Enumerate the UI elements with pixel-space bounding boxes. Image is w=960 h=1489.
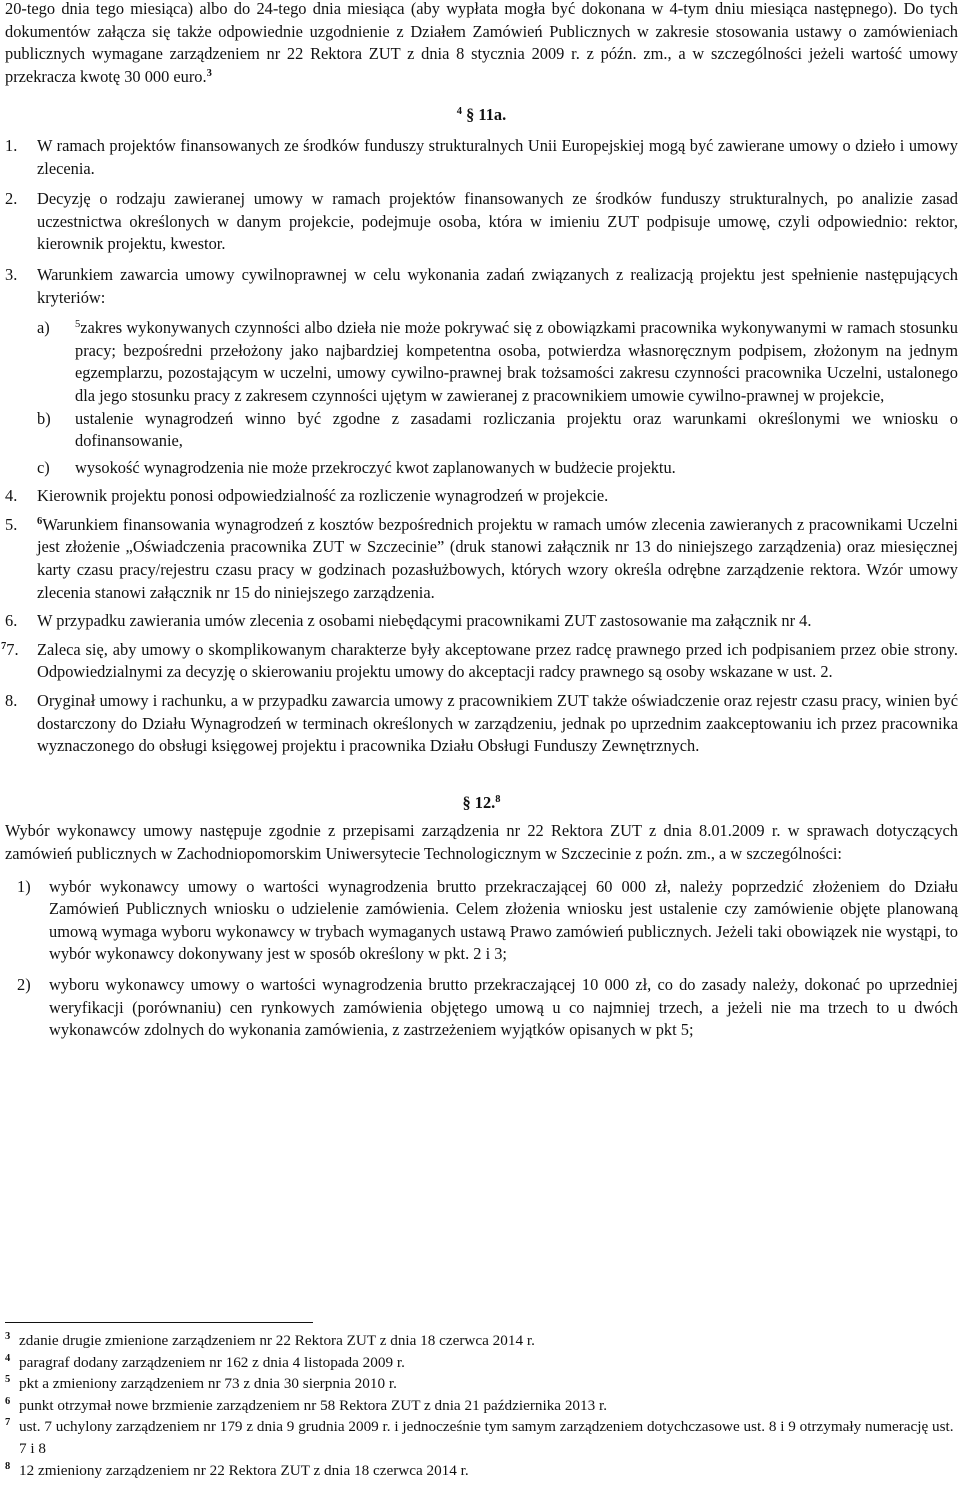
footnote-separator (5, 1322, 313, 1323)
footnote-mark: 7 (5, 1417, 11, 1429)
footnote (5, 1352, 958, 1374)
footnote-text: 12 zmieniony zarządzeniem nr 22 Rektora ZUT z dnia 18 czerwca 2014 r. (19, 1461, 469, 1479)
list-item (5, 485, 958, 508)
item-number: 3. (5, 264, 18, 284)
footnote-text: zdanie drugie zmienione zarządzeniem nr 22 Rektora ZUT z dnia 18 czerwca 2014 r. (19, 1332, 535, 1349)
section-title: § 12. (462, 792, 496, 812)
item-number: 1. (5, 135, 18, 155)
item-number: 8. (5, 691, 18, 711)
footnote-mark: 6 (5, 1395, 11, 1407)
document-page (1, 0, 958, 1042)
list-item (5, 135, 958, 180)
footnote-mark: 5 (5, 1374, 11, 1386)
list-item (5, 690, 958, 758)
item-text: W ramach projektów finansowanych ze środków funduszy strukturalnych Unii Europejskiej mogą być zawierane umowy o dzieło i umowy zlecenia. (37, 135, 958, 178)
item-text: Oryginał umowy i rachunku, a w przypadku zawarcia umowy z pracownikiem ZUT także oświadczenie oraz rejestr czasu pracy, winien być dostarczony do Działu Wynagrodzeń w terminach określonych w zarządzeniu, jednak po uprzednim zaakceptowaniu ich przez pracownika wyznaczonego do obsługi księgowej projektu i pracownika Działu Obsługi Funduszy Zewnętrznych. (37, 691, 958, 756)
sub-list (5, 317, 958, 479)
item-text: Warunkiem zawarcia umowy cywilnoprawnej w celu wykonania zadań związanych z realizacją projektu jest spełnienie następujących kryteriów: (37, 264, 958, 307)
item-number: 6. (5, 611, 18, 631)
section-12-intro: Wybór wykonawcy umowy następuje zgodnie z przepisami zarządzenia nr 22 Rektora ZUT z dnia 8.01.2009 r. w sprawach dotyczących zamówień publicznych w Zachodniopomorskim Uniwersytecie Technologicznym w Szczecinie z poźn. zm., a w szczególności: (5, 821, 958, 863)
intro-paragraph (5, 0, 958, 88)
section-title: § 11a. (466, 105, 507, 125)
item-letter: c) (37, 457, 50, 477)
footnote (5, 1373, 958, 1395)
footnote (5, 1416, 958, 1459)
item-number: 4. (5, 486, 18, 506)
footnote-text: ust. 7 uchylony zarządzeniem nr 179 z dnia 9 grudnia 2009 r. i jednocześnie tym samym zarządzeniem dotychczasowe ust. 8 i 9 otrzymały numerację ust. 7 i 8 (19, 1418, 954, 1457)
footnote-text: punkt otrzymał nowe brzmienie zarządzeniem nr 58 Rektora ZUT z dnia 21 października 2013 r. (19, 1396, 608, 1414)
list-item (1, 639, 958, 684)
intro-text: 20-tego dnia tego miesiąca) albo do 24-tego dnia miesiąca (aby wypłata mogła być dokonana w 4-tym dniu miesiąca następnego). Do tych dokumentów załącza się także odpowiednie uzgodnienie z Działem Zamówień Publicznych w zakresie stosowania ustawy o zamówieniach publicznych wymagane zarządzeniem nr 22 Rektora ZUT z dnia 8 stycznia 2009 r. z późn. zm., a w szczególności jeżeli wartość umowy przekracza kwotę 30 000 euro. (5, 0, 958, 86)
item-number: 2) (17, 974, 31, 994)
footnote-ref: 5 (75, 319, 81, 331)
sub-list-item (37, 317, 958, 407)
sub-list-item (37, 408, 958, 453)
footnote-mark: 3 (5, 1331, 11, 1342)
footnote-ref: 3 (206, 67, 212, 79)
footnote-ref: 4 (456, 106, 463, 118)
item-text: ustalenie wynagrodzeń winno być zgodne z zasadami rozliczania projektu oraz warunkami określonymi we wniosku o dofinansowanie, (75, 408, 958, 451)
item-text: wysokość wynagrodzenia nie może przekroczyć kwot zaplanowanych w budżecie projektu. (75, 457, 676, 477)
footnote-text: pkt a zmieniony zarządzeniem nr 73 z dnia 30 sierpnia 2010 r. (19, 1375, 397, 1393)
section-11a-heading (5, 104, 958, 127)
item-text: Decyzję o rodzaju zawieranej umowy w ramach projektów finansowanych ze środków funduszy strukturalnych, po analizie zasad uczestnictwa określonych w danym projekcie, podejmuje osoba, która w imieniu ZUT podpisuje umowę, czyli odpowiednio: rektor, kierownik projektu, kwestor. (37, 189, 958, 254)
list-item (5, 264, 958, 309)
item-text: $^5$zakres wykonywanych czynności albo dzieła nie może pokrywać się z obowiązkami pracownika wykonywanymi w ramach stosunku pracy; bezpośredni przełożony jako najbardziej kompetentna osoba, potwierdza własnoręcznym podpisem, złożonym na jednym egzemplarzu, pozostającym w uczelni, umowy cywilno-prawnej brak tożsamości zakresu czynności pracownika Uczelni, ustalonego dla jego stosunku pracy z zakresem czynności ujętym w zawieranej z pracownikiem umowie cywilno-prawnej w projekcie, (75, 318, 958, 405)
footnote-ref: 7 (1, 640, 7, 652)
section-12-list (5, 876, 958, 1042)
footnote (5, 1395, 958, 1417)
item-text: W przypadku zawierania umów zlecenia z osobami niebędącymi pracownikami ZUT zastosowanie ma załącznik nr 4. (37, 611, 812, 631)
footnote (5, 1330, 958, 1352)
item-text: $^6$Warunkiem finansowania wynagrodzeń z kosztów bezpośrednich projektu w ramach umów zlecenia zawieranych z pracownikami Uczelni jest złożenie „Oświadczenia pracownika ZUT w Szczecinie” (druk stanowi załącznik nr 13 do niniejszego zarządzenia) oraz miesięcznej karty czasu pracy/rejestru czasu pracy w godzinach pozasłużbowych, których wzory określa odrębne zarządzenie rektora. Wzór umowy zlecenia stanowi załącznik nr 15 do niniejszego zarządzenia. (37, 514, 958, 602)
footnote-ref: 6 (37, 515, 43, 527)
item-text: wybór wykonawcy umowy o wartości wynagrodzenia brutto przekraczającej 60 000 zł, należy poprzedzić złożeniem do Działu Zamówień Publicznych wniosku o udzielenie zamówienia. Celem złożenia wniosku jest ustalenie czy zamówienie objęte planowaną umową wymaga wyboru wykonawcy w trybach wymaganych ustawą Prawo zamówień publicznych. Jeżeli taki obowiązek nie wystąpi, to wybór wykonawcy dokonywany jest w sposób określony w pkt. 2 i 3; (49, 876, 958, 964)
sub-list-item (37, 457, 958, 480)
item-text: Kierownik projektu ponosi odpowiedzialność za rozliczenie wynagrodzeń w projekcie. (37, 486, 609, 506)
item-number: $^7$7. (1, 639, 19, 659)
item-number: 2. (5, 189, 18, 209)
item-letter: a) (37, 318, 50, 338)
item-text: Zaleca się, aby umowy o skomplikowanym charakterze były akceptowane przez radcę prawnego przed ich podpisaniem przez obie strony. Odpowiedzialnymi za decyzję o skierowaniu projektu umowy do akceptacji radcy prawnego są osoby wskazane w ust. 2. (37, 639, 958, 682)
footnote-ref: 8 (495, 793, 501, 805)
section-12-heading (5, 792, 958, 815)
footnote (5, 1460, 958, 1482)
item-text: wyboru wykonawcy umowy o wartości wynagrodzenia brutto przekraczającej 10 000 zł, co do zasady należy, dokonać po uprzedniej weryfikacji (porównaniu) cen rynkowych zamówienia objętego umową u co najmniej trzech, a jeżeli nie ma trzech to u dwóch wykonawców zdolnych do wykonania zamówienia, z zastrzeżeniem wyjątków opisanych w pkt 5; (49, 974, 958, 1040)
list-item (5, 188, 958, 256)
footnotes (5, 1330, 958, 1481)
footnote-mark: 4 (5, 1352, 11, 1364)
item-number: 5. (5, 514, 18, 534)
footnote-mark: 8 (5, 1460, 11, 1472)
item-number: 1) (17, 876, 31, 896)
list-item (17, 974, 958, 1042)
item-letter: b) (37, 408, 51, 428)
list-item (17, 876, 958, 966)
list-item (5, 610, 958, 633)
list-item (5, 514, 958, 604)
footnote-text: paragraf dodany zarządzeniem nr 162 z dnia 4 listopada 2009 r. (19, 1353, 405, 1371)
